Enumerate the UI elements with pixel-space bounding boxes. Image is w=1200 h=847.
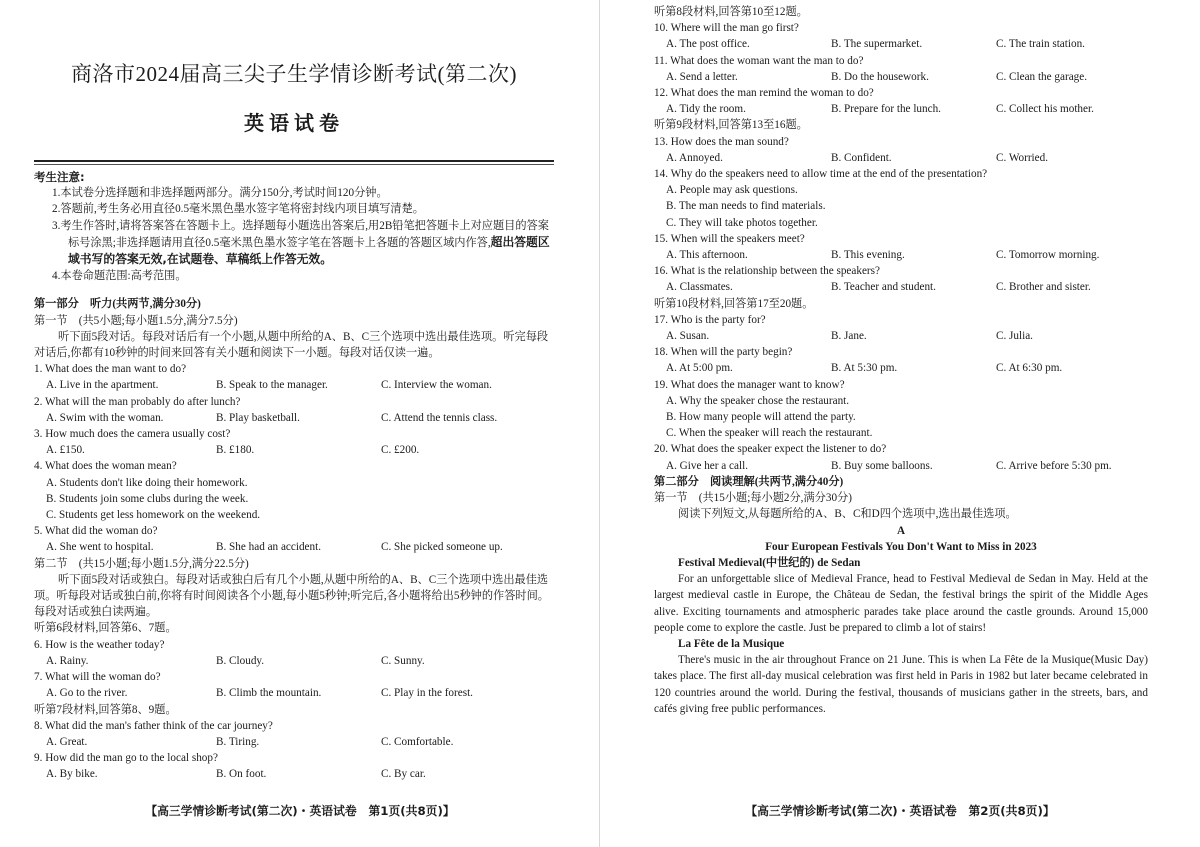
material-note: 听第10段材料,回答第17至20题。 bbox=[654, 297, 814, 310]
page-footer: 【高三学情诊断考试(第二次)・英语试卷 第1页(共8页)】 bbox=[145, 803, 455, 818]
question-stem: 16. What is the relationship between the speakers? bbox=[654, 265, 880, 278]
option-a: A. By bike. bbox=[46, 768, 98, 781]
notice-heading: 考生注意: bbox=[34, 170, 85, 184]
material-note: 听第9段材料,回答第13至16题。 bbox=[654, 119, 808, 132]
question-stem: 4. What does the woman mean? bbox=[34, 460, 177, 473]
question-options bbox=[654, 458, 1148, 474]
option-a: A. Rainy. bbox=[46, 654, 89, 667]
material-note: 听第7段材料,回答第8、9题。 bbox=[34, 703, 177, 716]
option-a: A. £150. bbox=[46, 444, 85, 457]
exam-title: 商洛市2024届高三尖子生学情诊断考试(第二次) bbox=[71, 62, 517, 86]
right-page bbox=[600, 0, 1200, 847]
option-b: B. Speak to the manager. bbox=[216, 379, 328, 392]
material-note: 听第8段材料,回答第10至12题。 bbox=[654, 6, 808, 18]
option-c: C. Interview the woman. bbox=[381, 379, 492, 392]
option-a: A. The post office. bbox=[666, 38, 750, 51]
notice-item: 4.本卷命题范围:高考范围。 bbox=[52, 270, 187, 283]
question-options bbox=[654, 328, 1148, 344]
section-instructions: 听下面5段对话。每段对话后有一个小题,从题中所给的A、B、C三个选项中选出最佳选项。听完每段对话后,你都有10秒钟的时间来回答有关小题和阅读下一小题。每段对话仅读一遍。 bbox=[34, 330, 549, 360]
question-options bbox=[34, 442, 554, 458]
exam-subtitle: 英语试卷 bbox=[244, 113, 344, 135]
question-options bbox=[654, 279, 1148, 295]
option-b: B. Jane. bbox=[831, 330, 867, 343]
option-c: C. Play in the forest. bbox=[381, 687, 473, 700]
passage-letter: A bbox=[896, 524, 906, 537]
option-c: C. The train station. bbox=[996, 38, 1085, 51]
question-options bbox=[34, 410, 554, 426]
question-stem: 20. What does the speaker expect the listener to do? bbox=[654, 443, 887, 456]
section-heading: 第一节 (共15小题;每小题2分,满分30分) bbox=[654, 492, 852, 505]
option-c: C. Attend the tennis class. bbox=[381, 411, 498, 424]
option-b: B. Play basketball. bbox=[216, 411, 300, 424]
question-options bbox=[34, 539, 554, 555]
part-heading: 第一部分 听力(共两节,满分30分) bbox=[34, 298, 201, 311]
option-a: A. Go to the river. bbox=[46, 687, 128, 700]
option-c: C. When the speaker will reach the restaurant. bbox=[666, 427, 873, 440]
option-b: B. Confident. bbox=[831, 151, 892, 164]
option-b: B. Climb the mountain. bbox=[216, 687, 322, 700]
question-stem: 12. What does the man remind the woman to do? bbox=[654, 87, 874, 100]
question-options bbox=[654, 247, 1148, 263]
option-a: A. Annoyed. bbox=[666, 151, 723, 164]
option-c: C. Arrive before 5:30 pm. bbox=[996, 459, 1112, 472]
option-a: A. Great. bbox=[46, 735, 88, 748]
question-stem: 8. What did the man's father think of the car journey? bbox=[34, 719, 273, 732]
question-stem: 5. What did the woman do? bbox=[34, 525, 158, 538]
section-instructions: 听下面5段对话或独白。每段对话或独白后有几个小题,从题中所给的A、B、C三个选项中选出最佳选项。听每段对话或独白前,你将有时间阅读各个小题,每小题5秒钟;听完后,各小题将给出5秒钟的作答时间。每段对话或独白读两遍。 bbox=[34, 573, 549, 619]
question-stem: 15. When will the speakers meet? bbox=[654, 232, 805, 245]
part-heading: 第二部分 阅读理解(共两节,满分40分) bbox=[654, 475, 844, 488]
question-options bbox=[654, 182, 1148, 231]
passage-subheading: Festival Medieval(中世纪的) de Sedan bbox=[678, 556, 861, 569]
option-b: B. She had an accident. bbox=[216, 541, 322, 554]
option-b: B. On foot. bbox=[216, 768, 267, 781]
question-stem: 9. How did the man go to the local shop? bbox=[34, 752, 218, 765]
option-a: A. She went to hospital. bbox=[46, 541, 154, 554]
option-a: A. At 5:00 pm. bbox=[666, 362, 733, 375]
option-b: B. £180. bbox=[216, 444, 255, 457]
question-options bbox=[34, 766, 554, 782]
notice-item bbox=[34, 218, 554, 269]
option-c: C. Tomorrow morning. bbox=[996, 249, 1100, 262]
option-b: B. Cloudy. bbox=[216, 654, 265, 667]
question-options bbox=[34, 475, 554, 524]
question-stem: 10. Where will the man go first? bbox=[654, 22, 799, 35]
option-c: C. Worried. bbox=[996, 151, 1049, 164]
option-c: C. Students get less homework on the weekend. bbox=[46, 509, 261, 522]
option-c: C. She picked someone up. bbox=[381, 541, 503, 554]
notice-bold-warning: 超出答题区域书写的答案无效,在试题卷、草稿纸上作答无效。 bbox=[68, 234, 550, 267]
question-options bbox=[654, 393, 1148, 442]
option-a: A. Send a letter. bbox=[666, 70, 738, 83]
option-c: C. Sunny. bbox=[381, 654, 425, 667]
question-stem: 17. Who is the party for? bbox=[654, 313, 766, 326]
option-b: B. Tiring. bbox=[216, 735, 260, 748]
option-a: A. Students don't like doing their homework. bbox=[46, 476, 248, 489]
option-b: B. Buy some balloons. bbox=[831, 459, 933, 472]
option-a: A. Why the speaker chose the restaurant. bbox=[666, 394, 850, 407]
passage-paragraph: There's music in the air throughout France on 21 June. This is when La Fête de la Musique(Music Day) takes place. The first all-day musical celebration was first held in Paris in 1982 but later became celebrated in 120 countries around the world. During the festival, thousands of musicians gather in the streets, bars, and cafés giving free public performances. bbox=[654, 654, 1148, 715]
option-c: C. Julia. bbox=[996, 330, 1033, 343]
question-options bbox=[654, 101, 1148, 117]
question-options bbox=[34, 653, 554, 669]
option-b: B. How many people will attend the party. bbox=[666, 411, 856, 424]
option-c: C. Clean the garage. bbox=[996, 70, 1088, 83]
question-stem: 11. What does the woman want the man to do? bbox=[654, 54, 864, 67]
option-b: B. The supermarket. bbox=[831, 38, 923, 51]
question-stem: 19. What does the manager want to know? bbox=[654, 378, 845, 391]
section-heading: 第一节 (共5小题;每小题1.5分,满分7.5分) bbox=[34, 314, 238, 327]
passage-subheading: La Fête de la Musique bbox=[678, 637, 785, 650]
option-b: B. Students join some clubs during the week. bbox=[46, 492, 249, 505]
option-c: C. By car. bbox=[381, 768, 426, 781]
option-a: A. Give her a call. bbox=[666, 459, 749, 472]
option-b: B. This evening. bbox=[831, 249, 905, 262]
question-stem: 1. What does the man want to do? bbox=[34, 363, 187, 376]
question-options bbox=[34, 734, 554, 750]
question-stem: 7. What will the woman do? bbox=[34, 671, 161, 684]
option-a: A. People may ask questions. bbox=[666, 184, 798, 197]
divider-thick bbox=[34, 160, 554, 162]
option-a: A. Classmates. bbox=[666, 281, 733, 294]
option-a: A. Swim with the woman. bbox=[46, 411, 164, 424]
option-c: C. Comfortable. bbox=[381, 735, 454, 748]
option-c: C. They will take photos together. bbox=[666, 216, 818, 229]
option-a: A. Tidy the room. bbox=[666, 103, 746, 116]
question-stem: 2. What will the man probably do after lunch? bbox=[34, 395, 241, 408]
option-c: C. Collect his mother. bbox=[996, 103, 1094, 116]
question-options bbox=[34, 377, 554, 393]
option-a: A. Susan. bbox=[666, 330, 710, 343]
option-c: C. £200. bbox=[381, 444, 420, 457]
option-b: B. Do the housework. bbox=[831, 70, 929, 83]
page-footer: 【高三学情诊断考试(第二次)・英语试卷 第2页(共8页)】 bbox=[745, 803, 1055, 818]
divider-thin bbox=[34, 164, 554, 165]
option-a: A. This afternoon. bbox=[666, 249, 748, 262]
section-instructions: 阅读下列短文,从每题所给的A、B、C和D四个选项中,选出最佳选项。 bbox=[678, 508, 1017, 521]
option-c: C. At 6:30 pm. bbox=[996, 362, 1063, 375]
passage-title: Four European Festivals You Don't Want to Miss in 2023 bbox=[765, 540, 1037, 553]
question-options bbox=[654, 150, 1148, 166]
question-stem: 18. When will the party begin? bbox=[654, 346, 793, 359]
notice-item: 1.本试卷分选择题和非选择题两部分。满分150分,考试时间120分钟。 bbox=[52, 187, 388, 200]
notice-item: 2.答题前,考生务必用直径0.5毫米黑色墨水签字笔将密封线内项目填写清楚。 bbox=[52, 203, 424, 216]
notice-item-text: 3.考生作答时,请将答案答在答题卡上。选择题每小题选出答案后,用2B铅笔把答题卡上对应题目的答案标号涂黑;非选择题请用直径0.5毫米黑色墨水签字笔在答题卡上各题的答题区域内作答, bbox=[52, 219, 549, 249]
option-b: B. At 5:30 pm. bbox=[831, 362, 898, 375]
question-options bbox=[654, 36, 1148, 52]
passage-paragraph: For an unforgettable slice of Medieval France, head to Festival Medieval de Sedan in May. Held at the largest medieval castle in Europe, the Château de Sedan, the festival brings the spirit of the Middle Ages alive. Exciting tournaments and atmospheric parades take place around the castle grounds. Around 15,000 people come to explore the castle. Just be prepared to climb a lot of stairs! bbox=[654, 573, 1148, 634]
option-c: C. Brother and sister. bbox=[996, 281, 1091, 294]
question-stem: 13. How does the man sound? bbox=[654, 135, 789, 148]
section-heading: 第二节 (共15小题;每小题1.5分,满分22.5分) bbox=[34, 557, 249, 570]
option-a: A. Live in the apartment. bbox=[46, 379, 159, 392]
question-stem: 6. How is the weather today? bbox=[34, 638, 165, 651]
question-options bbox=[654, 360, 1148, 376]
material-note: 听第6段材料,回答第6、7题。 bbox=[34, 622, 177, 635]
question-options bbox=[34, 685, 554, 701]
question-stem: 3. How much does the camera usually cost? bbox=[34, 428, 231, 441]
question-options bbox=[654, 69, 1148, 85]
option-b: B. Prepare for the lunch. bbox=[831, 103, 941, 116]
option-b: B. The man needs to find materials. bbox=[666, 200, 826, 213]
option-b: B. Teacher and student. bbox=[831, 281, 936, 294]
question-stem: 14. Why do the speakers need to allow time at the end of the presentation? bbox=[654, 168, 988, 181]
